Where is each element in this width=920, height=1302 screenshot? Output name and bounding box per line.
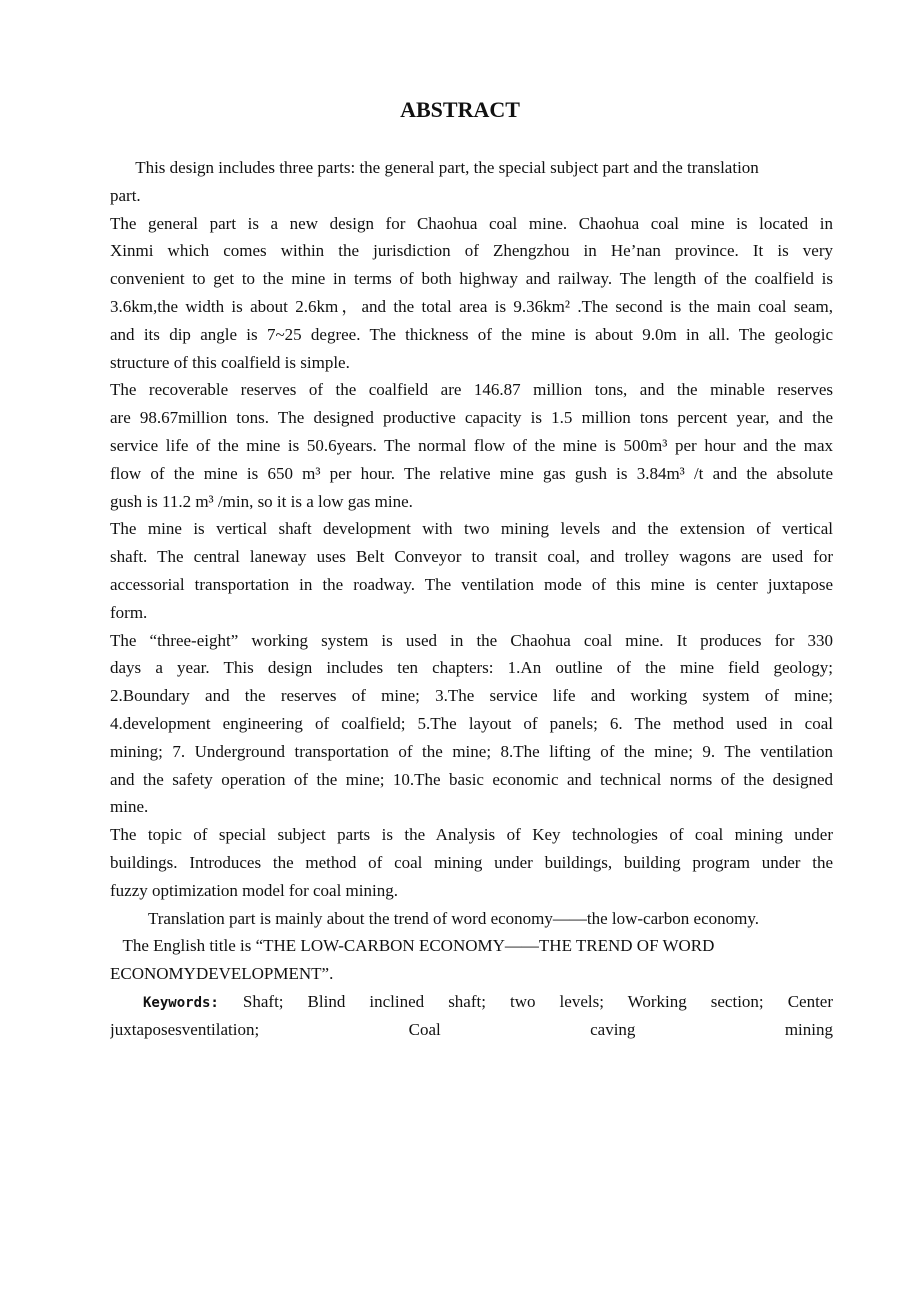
keywords-text-1: Shaft; Blind inclined shaft; two levels; Working section; Center bbox=[242, 991, 833, 1011]
text-line: The mine is vertical shaft development with two mining levels and the extension of vertical bbox=[110, 519, 833, 539]
text-line: and the safety operation of the mine; 10.The basic economic and technical norms of the designed bbox=[110, 769, 833, 789]
keywords-line-1 bbox=[110, 988, 833, 1016]
text-line: mining; 7. Underground transportation of the mine; 8.The lifting of the mine; 9. The ventilation bbox=[110, 741, 833, 761]
text-line: The English title is “THE LOW-CARBON ECONOMY——THE TREND OF WORD bbox=[110, 936, 715, 956]
text-line: The general part is a new design for Chaohua coal mine. Chaohua coal mine is located in bbox=[110, 213, 833, 233]
text-line: convenient to get to the mine in terms of both highway and railway. The length of the coalfield is bbox=[110, 269, 833, 289]
text-line: buildings. Introduces the method of coal mining under buildings, building program under the bbox=[110, 852, 833, 872]
text-line: gush is 11.2 m³ /min, so it is a low gas mine. bbox=[110, 491, 413, 511]
text-line: fuzzy optimization model for coal mining. bbox=[110, 880, 398, 900]
text-line: The topic of special subject parts is the Analysis of Key technologies of coal mining under bbox=[110, 825, 833, 845]
text-line: are 98.67million tons. The designed productive capacity is 1.5 million tons percent year, and the bbox=[110, 408, 833, 428]
text-line: This design includes three parts: the general part, the special subject part and the translation bbox=[110, 158, 759, 177]
text-line: days a year. This design includes ten chapters: 1.An outline of the mine field geology; bbox=[110, 658, 833, 678]
text-line: mine. bbox=[110, 797, 149, 817]
abstract-paragraphs bbox=[110, 154, 833, 988]
text-line: 4.development engineering of coalfield; 5.The layout of panels; 6. The method used in coal bbox=[110, 713, 833, 733]
text-line: The recoverable reserves of the coalfield are 146.87 million tons, and the minable reserves bbox=[110, 380, 833, 400]
text-line: shaft. The central laneway uses Belt Conveyor to transit coal, and trolley wagons are used for bbox=[110, 547, 833, 567]
text-line: flow of the mine is 650 m³ per hour. The relative mine gas gush is 3.84m³ /t and the absolute bbox=[110, 463, 833, 483]
abstract-title: ABSTRACT bbox=[400, 97, 520, 122]
text-line: form. bbox=[110, 602, 148, 622]
text-line: part. bbox=[110, 185, 141, 205]
text-line: Xinmi which comes within the jurisdiction of Zhengzhou in He’nan province. It is very bbox=[110, 241, 833, 261]
text-line: 2.Boundary and the reserves of mine; 3.The service life and working system of mine; bbox=[110, 686, 833, 706]
text-line: accessorial transportation in the roadway. The ventilation mode of this mine is center juxtapose bbox=[110, 574, 833, 594]
text-line: The “three-eight” working system is used in the Chaohua coal mine. It produces for 330 bbox=[110, 630, 833, 650]
text-line: and its dip angle is 7~25 degree. The thickness of the mine is about 9.0m in all. The geologic bbox=[110, 324, 833, 344]
abstract-body bbox=[110, 154, 833, 1044]
text-line: structure of this coalfield is simple. bbox=[110, 352, 350, 372]
text-line: 3.6km,the width is about 2.6km，and the total area is 9.36km² .The second is the main coal seam, bbox=[110, 296, 833, 316]
text-line: Translation part is mainly about the trend of word economy——the low-carbon economy. bbox=[110, 908, 760, 928]
keywords-label: Keywords: bbox=[143, 994, 219, 1011]
text-line: service life of the mine is 50.6years. The normal flow of the mine is 500m³ per hour and the max bbox=[110, 435, 833, 455]
keywords-line-2: juxtaposesventilation; Coal caving mining bbox=[110, 1019, 833, 1039]
text-line: ECONOMYDEVELOPMENT”. bbox=[110, 964, 334, 984]
